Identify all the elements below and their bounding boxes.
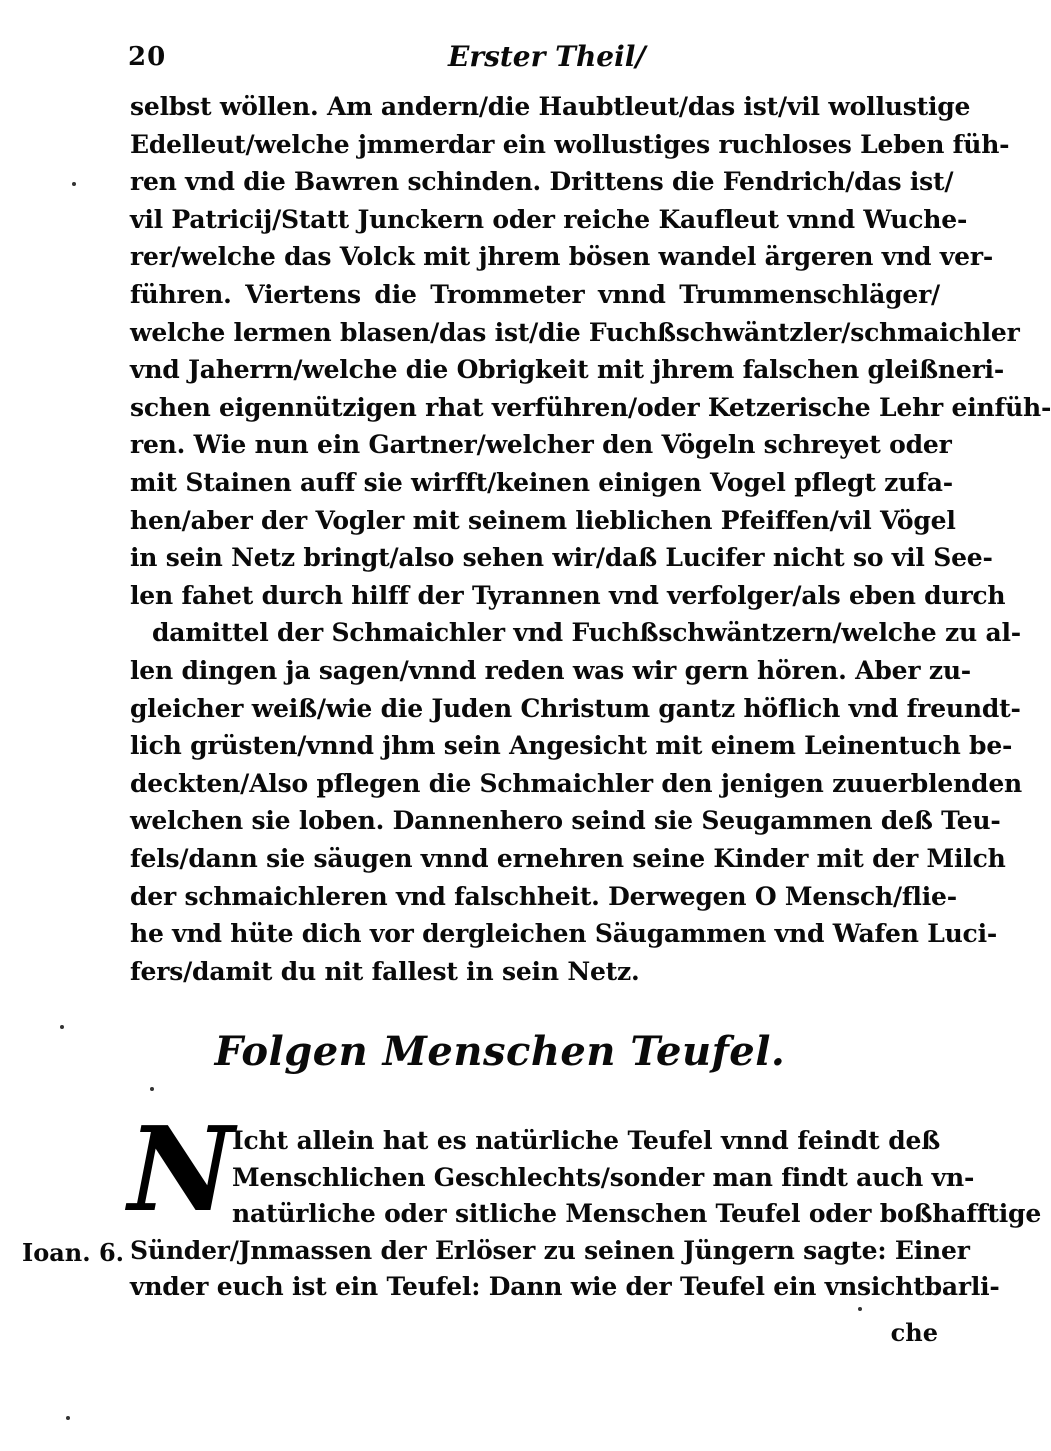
text-line: len dingen ja sagen/vnnd reden was wir gern hören. Aber zu- — [130, 656, 971, 685]
text-line: lich grüsten/vnnd jhm sein Angesicht mit einem Leinentuch be- — [130, 731, 1013, 760]
text-line: hen/aber der Vogler mit seinem lieblichen Pfeiffen/vil Vögel — [130, 506, 956, 535]
print-speck — [150, 1087, 154, 1091]
text-line: damittel der Schmaichler vnd Fuchßschwäntzern/welche zu al- — [152, 618, 1021, 647]
text-line: Edelleut/welche jmmerdar ein wollustiges ruchloses Leben füh- — [130, 130, 1010, 159]
text-line: ren. Wie nun ein Gartner/welcher den Vögeln schreyet oder — [130, 430, 952, 459]
running-title: Erster Theil/ — [448, 40, 646, 73]
decorated-initial: N — [128, 1102, 235, 1238]
text-line: führen. Viertens die Trommeter vnnd Trummenschläger/ — [130, 280, 940, 309]
text-line: mit Stainen auff sie wirfft/keinen einigen Vogel pflegt zufa- — [130, 468, 953, 497]
text-line: natürliche oder sitliche Menschen Teufel oder boßhafftige — [232, 1199, 1042, 1228]
text-line: welche lermen blasen/das ist/die Fuchßschwäntzler/schmaichler — [130, 318, 1020, 347]
text-line: der schmaichleren vnd falschheit. Derwegen O Mensch/flie- — [130, 882, 957, 911]
text-line: vil Patricij/Statt Junckern oder reiche Kaufleut vnnd Wuche- — [130, 205, 968, 234]
text-line: schen eigennützigen rhat verführen/oder Ketzerische Lehr einfüh- — [130, 393, 1051, 422]
text-line: fers/damit du nit fallest in sein Netz. — [130, 957, 640, 986]
text-line: he vnd hüte dich vor dergleichen Säugammen vnd Wafen Luci- — [130, 919, 998, 948]
text-line: Sünder/Jnmassen der Erlöser zu seinen Jüngern sagte: Einer — [130, 1236, 970, 1265]
text-line: Menschlichen Geschlechts/sonder man findt auch vn- — [232, 1163, 975, 1192]
section-heading: Folgen Menschen Teufel. — [214, 1028, 786, 1075]
print-speck — [66, 1416, 70, 1420]
print-speck — [858, 1307, 862, 1311]
text-line: len fahet durch hilff der Tyrannen vnd verfolger/als eben durch — [130, 581, 1006, 610]
text-line: vnd Jaherrn/welche die Obrigkeit mit jhrem falschen gleißneri- — [130, 355, 1005, 384]
text-line: fels/dann sie säugen vnnd ernehren seine Kinder mit der Milch — [130, 844, 1006, 873]
text-line: vnder euch ist ein Teufel: Dann wie der Teufel ein vnsichtbarli- — [130, 1272, 1000, 1301]
text-line: selbst wöllen. Am andern/die Haubtleut/das ist/vil wollustige — [130, 92, 971, 121]
print-speck — [60, 1025, 64, 1029]
text-line: welchen sie loben. Dannenhero seind sie Seugammen deß Teu- — [130, 806, 1001, 835]
text-line: ren vnd die Bawren schinden. Drittens die Fendrich/das ist/ — [130, 167, 954, 196]
page-header — [128, 40, 940, 80]
catchword: che — [890, 1318, 938, 1347]
text-line: Icht allein hat es natürliche Teufel vnnd feindt deß — [232, 1126, 940, 1155]
text-line: deckten/Also pflegen die Schmaichler den jenigen zuuerblenden — [130, 769, 1023, 798]
page-number: 20 — [128, 42, 167, 72]
text-line: in sein Netz bringt/also sehen wir/daß Lucifer nicht so vil See- — [130, 543, 993, 572]
print-speck — [72, 182, 76, 186]
text-line: rer/welche das Volck mit jhrem bösen wandel ärgeren vnd ver- — [130, 242, 994, 271]
text-line: gleicher weiß/wie die Juden Christum gantz höflich vnd freundt- — [130, 694, 1021, 723]
margin-note: Ioan. 6. — [22, 1238, 124, 1267]
